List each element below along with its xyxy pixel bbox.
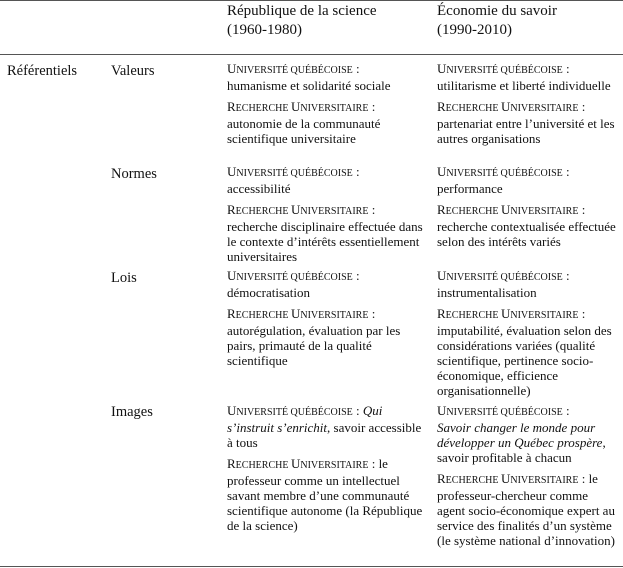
column-header-economie (437, 2, 557, 40)
ru-label: RECHERCHE UNIVERSITAIRE : (437, 471, 589, 486)
cell-text: recherche contextualisée effectuée selon des intérêts variés (437, 219, 616, 249)
row-label-valeurs: Valeurs (111, 63, 155, 79)
cell-text: accessibilité (227, 181, 291, 196)
cell-text: , savoir accessible à tous (227, 420, 422, 450)
cell-text: autonomie de la communauté scientifique universitaire (227, 116, 381, 146)
cell-text: instrumentalisation (437, 285, 537, 300)
cell-text: partenariat entre l’université et les autres organisations (437, 116, 615, 146)
uq-label: UNIVERSITÉ QUÉBÉCOISE : (227, 403, 363, 418)
row-label-lois: Lois (111, 270, 137, 286)
ru-label: RECHERCHE UNIVERSITAIRE : (437, 306, 586, 321)
cell-text: performance (437, 181, 503, 196)
cell-images-republique (227, 403, 425, 539)
column-header-republique (227, 2, 377, 40)
cell-valeurs-republique (227, 61, 425, 152)
cell-normes-republique (227, 164, 425, 270)
uq-label: UNIVERSITÉ QUÉBÉCOISE : (437, 403, 570, 418)
cell-text: le professeur comme un intellectuel savant membre d’une communauté scientifique autonome (la République de la science) (227, 456, 423, 533)
ru-label: RECHERCHE UNIVERSITAIRE : (227, 202, 376, 217)
cell-text: autorégulation, évaluation par les pairs, primauté de la qualité scientifique (227, 323, 401, 368)
table-bottom-rule (0, 566, 623, 567)
uq-label: UNIVERSITÉ QUÉBÉCOISE : (227, 164, 360, 179)
uq-label: UNIVERSITÉ QUÉBÉCOISE : (437, 164, 570, 179)
uq-label: UNIVERSITÉ QUÉBÉCOISE : (227, 61, 360, 76)
cell-images-economie (437, 403, 617, 554)
column-header-period: (1990-2010) (437, 22, 512, 38)
column-header-period: (1960-1980) (227, 22, 302, 38)
ru-label: RECHERCHE UNIVERSITAIRE : (437, 202, 586, 217)
row-label-images: Images (111, 404, 153, 420)
column-header-title: Économie du savoir (437, 3, 557, 19)
cell-text: utilitarisme et liberté individuelle (437, 78, 611, 93)
cell-quote: Savoir changer le monde pour développer un Québec prospère (437, 420, 603, 450)
cell-text: le professeur-chercheur comme agent socio-économique expert au service des finalités d’un système (le système national d’innovation) (437, 471, 615, 548)
row-label-normes: Normes (111, 166, 157, 182)
uq-label: UNIVERSITÉ QUÉBÉCOISE : (437, 61, 570, 76)
table-top-rule (0, 0, 623, 1)
cell-text: imputabilité, évaluation selon des considérations variées (qualité scientifique, pertinence socio-économique, efficience organisationnelle) (437, 323, 612, 398)
column-header-title: République de la science (227, 3, 377, 19)
cell-text: , savoir profitable à chacun (437, 435, 606, 465)
ru-label: RECHERCHE UNIVERSITAIRE : (437, 99, 586, 114)
cell-valeurs-economie (437, 61, 617, 152)
cell-quote: Qui s’instruit s’enrichit (227, 403, 383, 435)
cell-lois-economie (437, 268, 617, 404)
cell-normes-economie (437, 164, 617, 255)
uq-label: UNIVERSITÉ QUÉBÉCOISE : (437, 268, 570, 283)
cell-text: démocratisation (227, 285, 311, 300)
section-label: Référentiels (7, 63, 78, 79)
cell-text: recherche disciplinaire effectuée dans le contexte d’intérêts essentiellement universitaires (227, 219, 423, 264)
uq-label: UNIVERSITÉ QUÉBÉCOISE : (227, 268, 360, 283)
ru-label: RECHERCHE UNIVERSITAIRE : (227, 99, 376, 114)
table-header-rule (0, 54, 623, 55)
ru-label: RECHERCHE UNIVERSITAIRE : (227, 456, 379, 471)
ru-label: RECHERCHE UNIVERSITAIRE : (227, 306, 376, 321)
cell-lois-republique (227, 268, 425, 374)
cell-text: humanisme et solidarité sociale (227, 78, 391, 93)
